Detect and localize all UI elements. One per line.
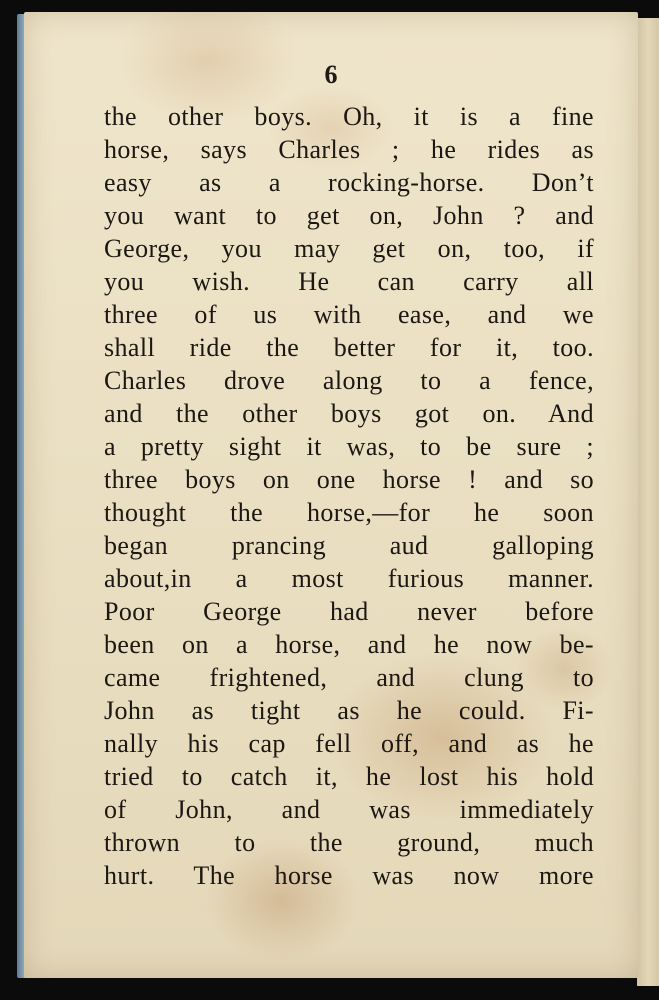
text-line: thrown to the ground, much — [104, 828, 594, 857]
text-line: been on a horse, and he now be- — [104, 630, 594, 659]
text-line: you want to get on, John ? and — [104, 201, 594, 230]
text-line: George, you may get on, too, if — [104, 234, 594, 263]
text-line: John as tight as he could. Fi- — [104, 696, 594, 725]
page-text — [104, 100, 594, 892]
text-line: of John, and was immediately — [104, 795, 594, 824]
text-line: came frightened, and clung to — [104, 663, 594, 692]
text-line: and the other boys got on. And — [104, 399, 594, 428]
text-line: tried to catch it, he lost his hold — [104, 762, 594, 791]
text-line: three of us with ease, and we — [104, 300, 594, 329]
text-line: nally his cap fell off, and as he — [104, 729, 594, 758]
text-line: three boys on one horse ! and so — [104, 465, 594, 494]
text-line: Charles drove along to a fence, — [104, 366, 594, 395]
text-line: you wish. He can carry all — [104, 267, 594, 296]
text-line: began prancing aud galloping — [104, 531, 594, 560]
text-line: horse, says Charles ; he rides as — [104, 135, 594, 164]
adjacent-page-edge — [637, 18, 659, 986]
text-line: hurt. The horse was now more — [104, 861, 594, 890]
text-line: thought the horse,—for he soon — [104, 498, 594, 527]
page-number: 6 — [324, 60, 338, 89]
text-line: shall ride the better for it, too. — [104, 333, 594, 362]
text-line: the other boys. Oh, it is a fine — [104, 102, 594, 131]
book-page — [24, 12, 638, 978]
text-line: easy as a rocking-horse. Don’t — [104, 168, 594, 197]
text-line: Poor George had never before — [104, 597, 594, 626]
text-line: a pretty sight it was, to be sure ; — [104, 432, 594, 461]
text-line: about,in a most furious manner. — [104, 564, 594, 593]
